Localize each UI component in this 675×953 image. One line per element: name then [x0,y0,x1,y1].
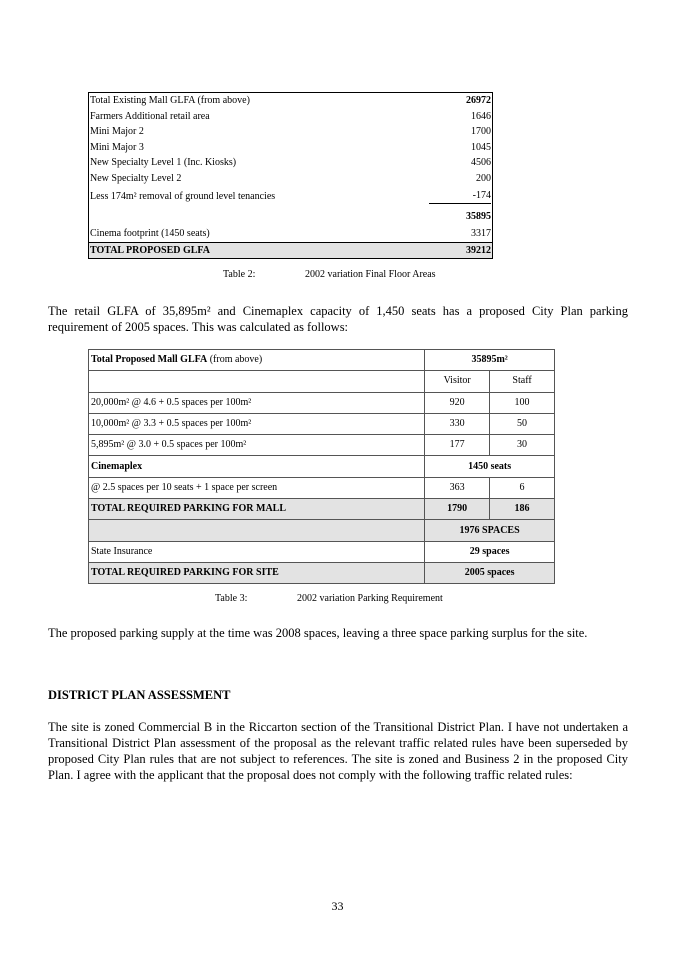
table-row [89,155,493,171]
table-row [89,124,493,140]
mall-total-label: TOTAL REQUIRED PARKING FOR MALL [89,499,425,520]
mall-total-visitor: 1790 [425,499,490,520]
row-value: 200 [389,171,492,187]
col-visitor: Visitor [425,371,490,392]
paragraph-parking-requirement: The retail GLFA of 35,895m² and Cinemaplex capacity of 1,450 seats has a proposed City Plan parking requirement of 2005 spaces. This was calculated as follows: [48,304,628,334]
table3-caption-label: Table 3: [215,593,248,604]
page-number: 33 [331,899,344,913]
row-label: Less 174m² removal of ground level tenancies [89,186,390,206]
row-value: 3317 [389,226,492,242]
visitor-value: 363 [425,477,490,498]
row-label: @ 2.5 spaces per 10 seats + 1 space per screen [89,477,425,498]
visitor-value: 920 [425,392,490,413]
row-label: Farmers Additional retail area [89,109,390,125]
table-row [89,93,493,109]
total-row [89,242,493,259]
header-value: 35895m² [425,350,555,371]
row-value: 1646 [389,109,492,125]
row-value: 1700 [389,124,492,140]
visitor-value: 330 [425,413,490,434]
table3-caption-text: 2002 variation Parking Requirement [297,593,443,604]
row-label: 20,000m² @ 4.6 + 0.5 spaces per 100m² [89,392,425,413]
table-row [89,350,555,371]
row-value: 4506 [389,155,492,171]
parking-requirement-table [88,349,555,584]
section-heading: DISTRICT PLAN ASSESSMENT [48,688,231,702]
total-label: TOTAL PROPOSED GLFA [89,242,390,259]
mall-total-staff: 186 [490,499,555,520]
table-row [89,477,555,498]
site-total-value: 2005 spaces [425,562,555,583]
row-label: New Specialty Level 2 [89,171,390,187]
subtotal-value: 35895 [389,206,492,226]
total-value: 39212 [389,242,492,259]
row-label: Cinema footprint (1450 seats) [89,226,390,242]
mall-total-spaces: 1976 SPACES [425,520,555,541]
table-row [89,171,493,187]
cinemaplex-value: 1450 seats [425,456,555,477]
staff-value: 30 [490,435,555,456]
table2-caption-label: Table 2: [223,269,256,280]
row-label: 5,895m² @ 3.0 + 0.5 spaces per 100m² [89,435,425,456]
row-label: Total Existing Mall GLFA (from above) [89,93,390,109]
table-row [89,435,555,456]
table-row [89,520,555,541]
paragraph-parking-supply: The proposed parking supply at the time was 2008 spaces, leaving a three space parking surplus for the site. [48,626,588,640]
table-row [89,499,555,520]
table-row [89,371,555,392]
staff-value: 100 [490,392,555,413]
row-value: 26972 [389,93,492,109]
table-row [89,140,493,156]
table-row [89,226,493,242]
row-label: Mini Major 2 [89,124,390,140]
table-row [89,109,493,125]
site-total-label: TOTAL REQUIRED PARKING FOR SITE [89,562,425,583]
table2-caption-text: 2002 variation Final Floor Areas [305,269,436,280]
row-value: -174 [429,188,491,204]
col-staff: Staff [490,371,555,392]
visitor-value: 177 [425,435,490,456]
row-label: Mini Major 3 [89,140,390,156]
table-row [89,562,555,583]
row-label: State Insurance [89,541,425,562]
table-row [89,392,555,413]
paragraph-district-plan: The site is zoned Commercial B in the Riccarton section of the Transitional District Plan. I have not undertaken a Transitional District Plan assessment of the proposal as the relevant traffic related rules have been superseded by proposed City Plan rules that are not subject to references. The site is zoned and Business 2 in the proposed City Plan. I agree with the applicant that the proposal does not comply with the following traffic related rules: [48,720,628,782]
subtotal-row [89,206,493,226]
cinemaplex-label: Cinemaplex [89,456,425,477]
staff-value: 6 [490,477,555,498]
table-row [89,413,555,434]
row-label: New Specialty Level 1 (Inc. Kiosks) [89,155,390,171]
table-row [89,456,555,477]
floor-areas-table [88,92,493,259]
table-row [89,541,555,562]
staff-value: 50 [490,413,555,434]
header-label: Total Proposed Mall GLFA (from above) [89,350,425,371]
row-label: 10,000m² @ 3.3 + 0.5 spaces per 100m² [89,413,425,434]
state-insurance-value: 29 spaces [425,541,555,562]
table-row [89,186,493,206]
row-value: 1045 [389,140,492,156]
